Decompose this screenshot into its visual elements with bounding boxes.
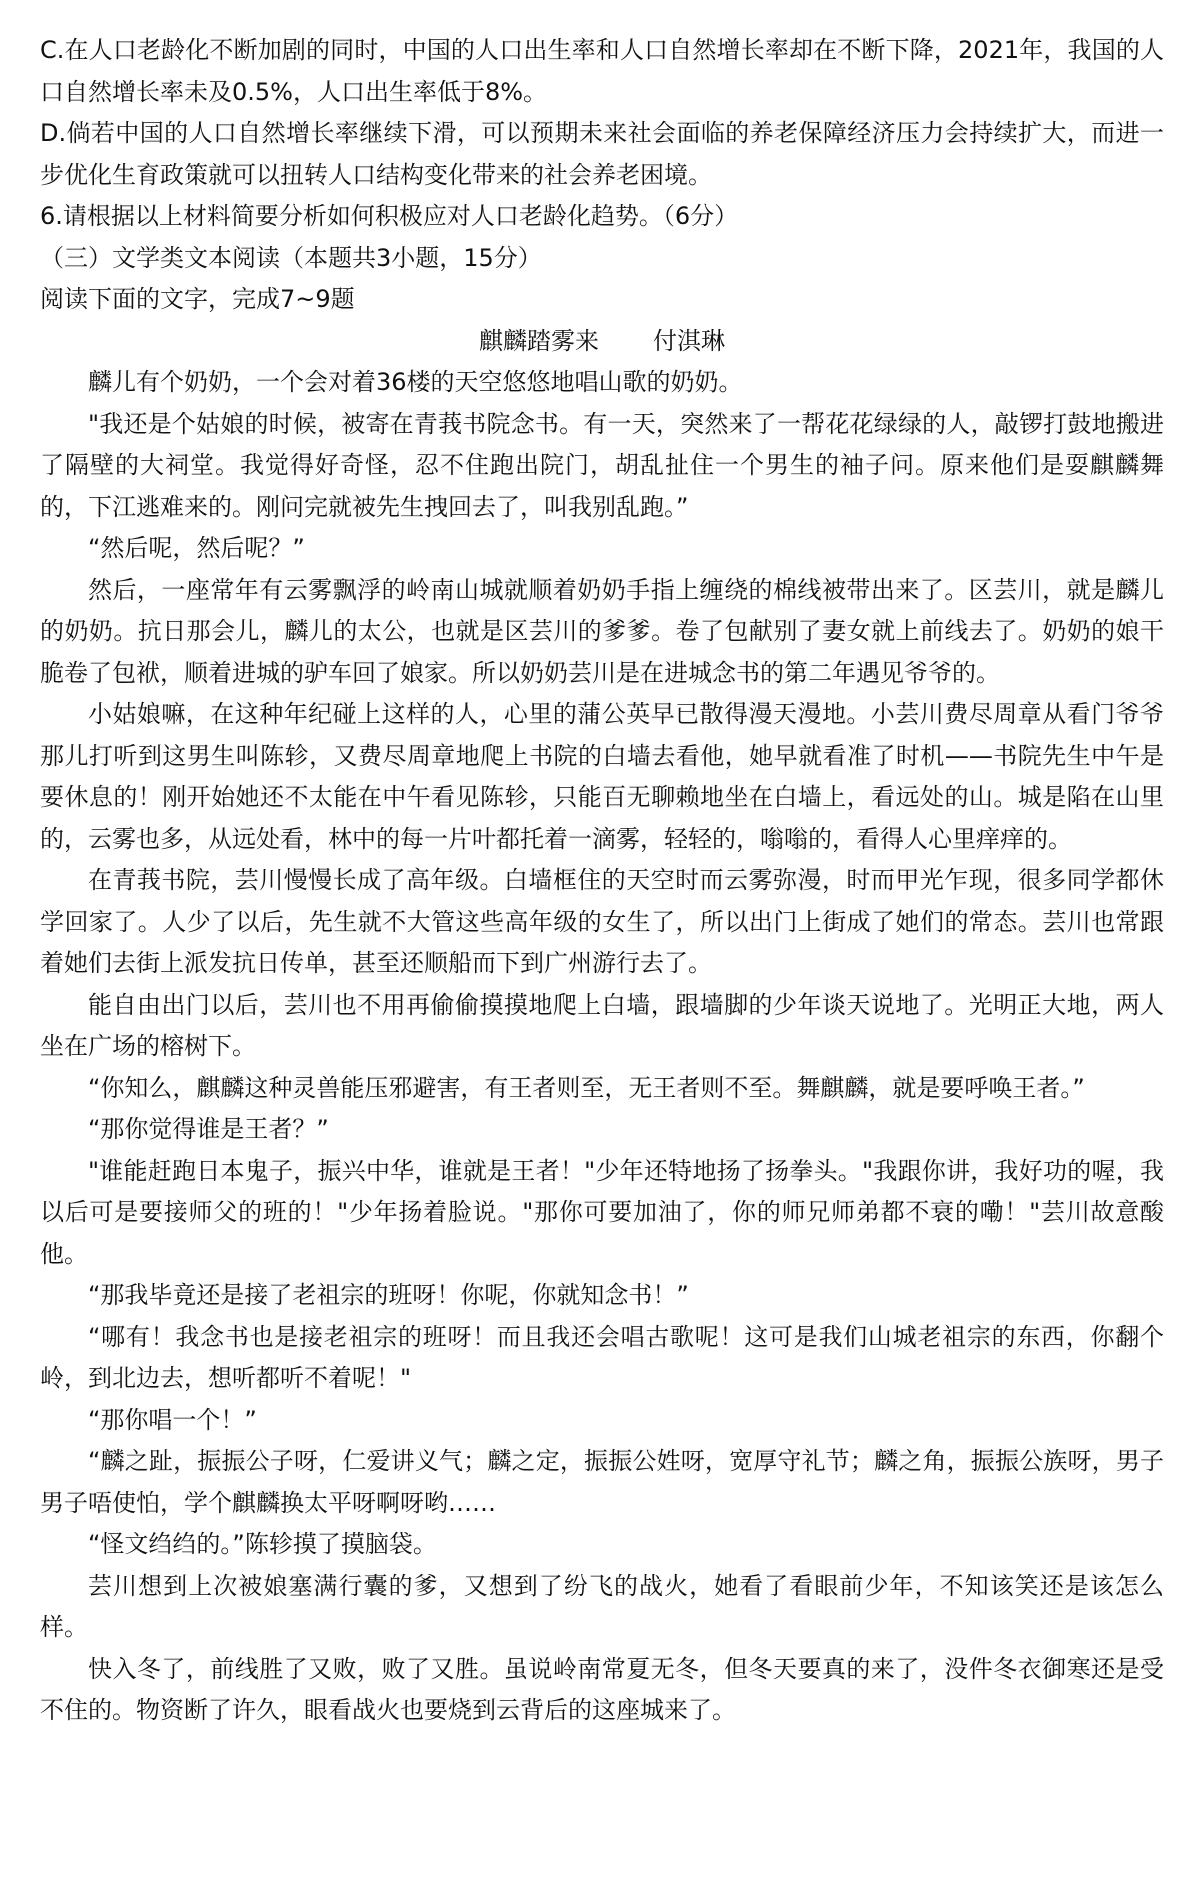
section-heading: （三）文学类文本阅读（本题共3小题，15分） (40, 243, 542, 272)
option-d-paragraph: D.倘若中国的人口自然增长率继续下滑，可以预期未来社会面临的养老保障经济压力会持续扩大，而进一步优化生育政策就可以扭转人口结构变化带来的社会养老困境。 (40, 119, 1164, 189)
story-paragraph: 在青莪书院，芸川慢慢长成了高年级。白墙框住的天空时而云雾弥漫，时而甲光乍现，很多同学都休学回家了。人少了以后，先生就不大管这些高年级的女生了，所以出门上街成了她们的常态。芸川也常跟着她们去街上派发抗日传单，甚至还顺船而下到广州游行去了。 (40, 866, 1164, 977)
story-paragraph: “你知么，麒麟这种灵兽能压邪避害，有王者则至，无王者则不至。舞麒麟，就是要呼唤王者。” (88, 1073, 1085, 1102)
story-paragraph: 麟儿有个奶奶，一个会对着36楼的天空悠悠地唱山歌的奶奶。 (88, 368, 743, 396)
story-paragraph: “哪有！我念书也是接老祖宗的班呀！而且我还会唱古歌呢！这可是我们山城老祖宗的东西，你翻个岭，到北边去，想听都听不着呢！" (40, 1322, 1164, 1392)
story-paragraph: “那我毕竟还是接了老祖宗的班呀！你呢，你就知念书！” (88, 1281, 689, 1309)
story-paragraph: “怪文绉绉的。”陈轸摸了摸脑袋。 (88, 1530, 437, 1558)
option-c-paragraph: C.在人口老龄化不断加剧的同时，中国的人口出生率和人口自然增长率却在不断下降，2021年，我国的人口自然增长率未及0.5%，人口出生率低于8%。 (40, 36, 1164, 106)
reading-instruction: 阅读下面的文字，完成7~9题 (40, 285, 355, 313)
story-title: 麒麟踏雾来 (479, 326, 599, 355)
story-title-line (40, 321, 1164, 363)
story-paragraph: “麟之趾，振振公子呀，仁爱讲义气；麟之定，振振公姓呀，宽厚守礼节；麟之角，振振公族呀，男子男子唔使怕，学个麒麟换太平呀啊呀哟…… (40, 1447, 1164, 1517)
story-paragraph: “然后呢，然后呢？” (88, 534, 305, 562)
story-paragraph: "我还是个姑娘的时候，被寄在青莪书院念书。有一天，突然来了一帮花花绿绿的人，敲锣打鼓地搬进了隔壁的大祠堂。我觉得好奇怪，忍不住跑出院门，胡乱扯住一个男生的袖子问。原来他们是耍麒麟舞的，下江逃难来的。刚问完就被先生拽回去了，叫我别乱跑。” (40, 409, 1164, 521)
story-paragraph: “那你唱一个！” (88, 1405, 257, 1434)
story-paragraph: 然后，一座常年有云雾飘浮的岭南山城就顺着奶奶手指上缠绕的棉线被带出来了。区芸川，就是麟儿的奶奶。抗日那会儿，麟儿的太公，也就是区芸川的爹爹。卷了包献别了妻女就上前线去了。奶奶的娘干脆卷了包袱，顺着进城的驴车回了娘家。所以奶奶芸川是在进城念书的第二年遇见爷爷的。 (40, 575, 1164, 687)
story-paragraph: 快入冬了，前线胜了又败，败了又胜。虽说岭南常夏无冬，但冬天要真的来了，没件冬衣御寒还是受不住的。物资断了许久，眼看战火也要烧到云背后的这座城来了。 (40, 1654, 1164, 1724)
story-paragraph: “那你觉得谁是王者？” (88, 1115, 329, 1143)
story-paragraph: 小姑娘嘛，在这种年纪碰上这样的人，心里的蒲公英早已散得漫天漫地。小芸川费尽周章从看门爷爷那儿打听到这男生叫陈轸，又费尽周章地爬上书院的白墙去看他，她早就看准了时机——书院先生中午是要休息的！刚开始她还不太能在中午看见陈轸，只能百无聊赖地坐在白墙上，看远处的山。城是陷在山里的，云雾也多，从远处看，林中的每一片叶都托着一滴雾，轻轻的，嗡嗡的，看得人心里痒痒的。 (40, 700, 1164, 853)
story-author: 付淇琳 (653, 326, 725, 355)
question-6: 6.请根据以上材料简要分析如何积极应对人口老龄化趋势。（6分） (40, 202, 739, 230)
story-paragraph: 芸川想到上次被娘塞满行囊的爹，又想到了纷飞的战火，她看了看眼前少年，不知该笑还是该怎么样。 (40, 1571, 1164, 1641)
story-paragraph: "谁能赶跑日本鬼子，振兴中华，谁就是王者！"少年还特地扬了扬拳头。"我跟你讲，我好功的喔，我以后可是要接师父的班的！"少年扬着脸说。"那你可要加油了，你的师兄师弟都不衰的嘞！"芸川故意酸他。 (40, 1156, 1164, 1268)
story-paragraph: 能自由出门以后，芸川也不用再偷偷摸摸地爬上白墙，跟墙脚的少年谈天说地了。光明正大地，两人坐在广场的榕树下。 (40, 990, 1164, 1060)
